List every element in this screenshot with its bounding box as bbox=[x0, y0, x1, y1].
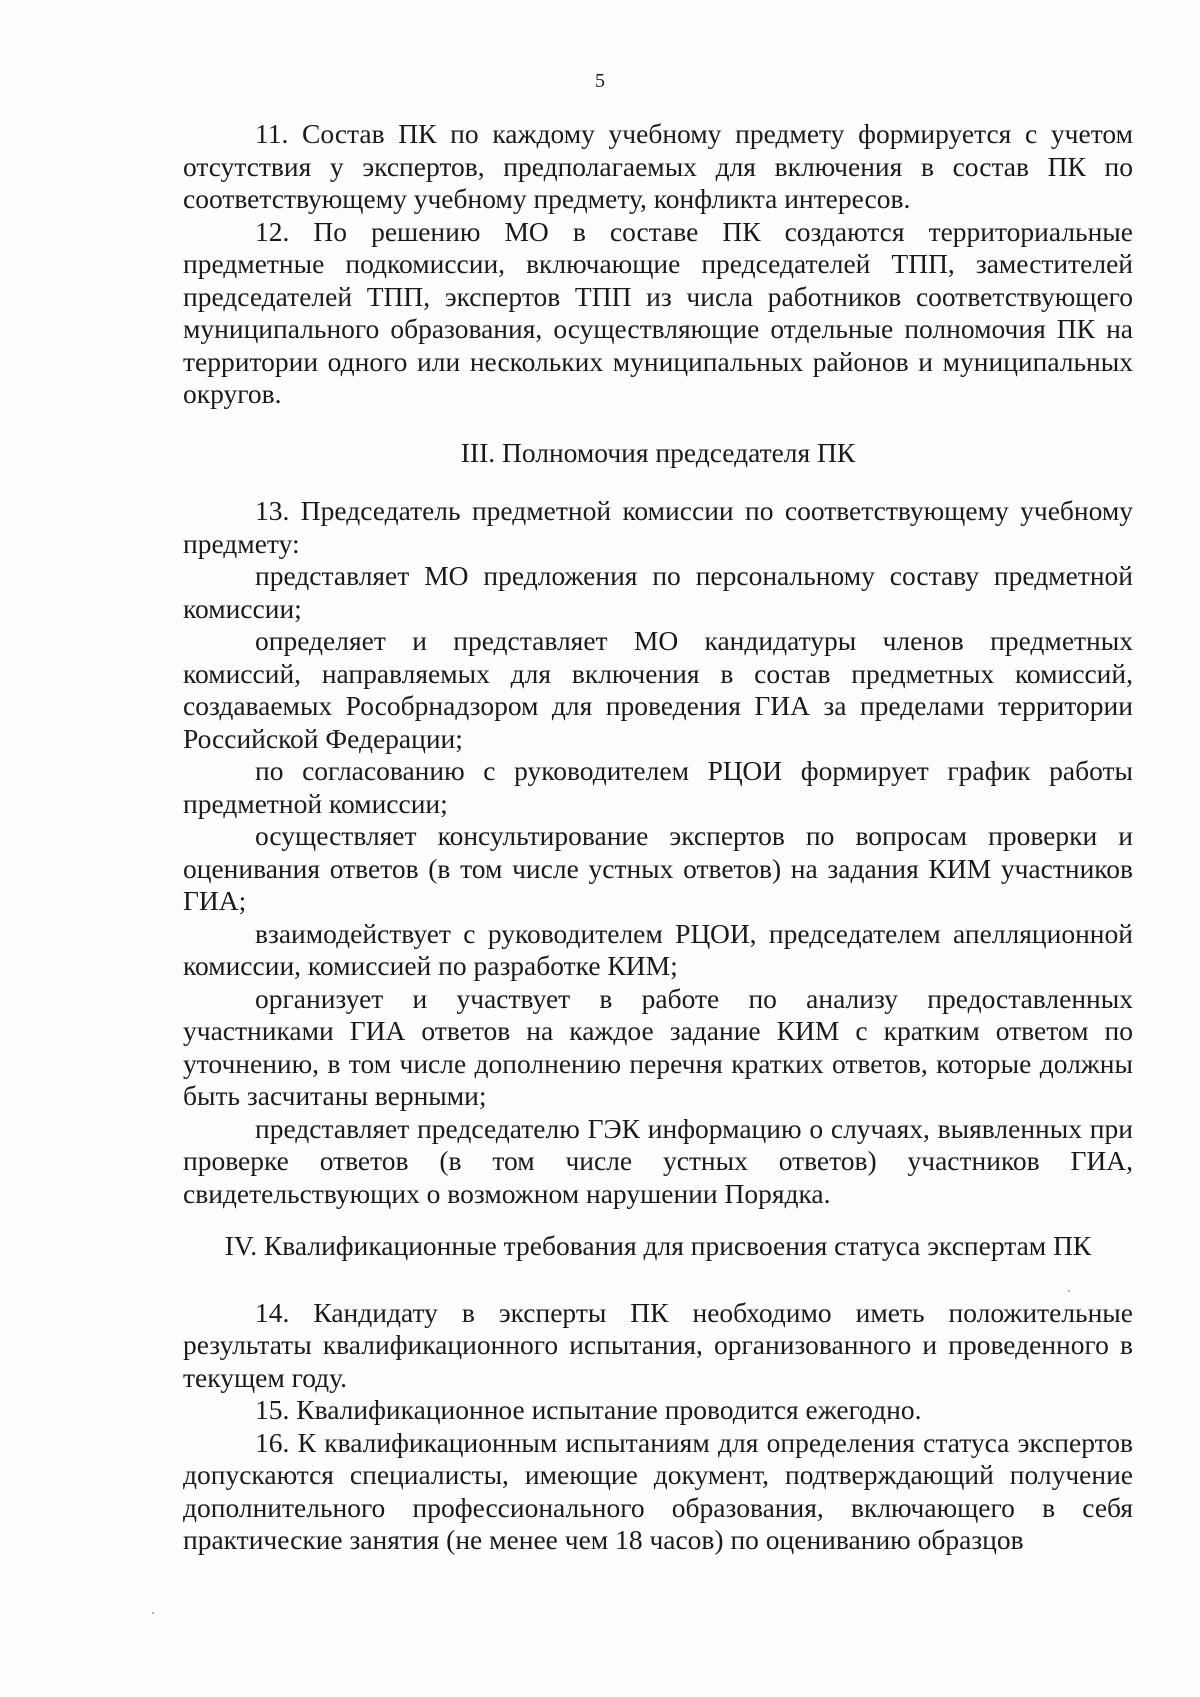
paragraph-16: 16. К квалификационным испытаниям для определения статуса экспертов допускаются специалисты, имеющие документ, подтверждающий получение дополнительного профессионального образования, включающего в себя практические занятия (не менее чем 18 часов) по оцениванию образцов bbox=[183, 1426, 1133, 1555]
section-heading-iv: IV. Квалификационные требования для присвоения статуса экспертам ПК bbox=[224, 1230, 1092, 1261]
scan-speck bbox=[1068, 1290, 1070, 1292]
paragraph-13-item-7: представляет председателю ГЭК информацию о случаях, выявленных при проверке ответов (в том числе устных ответов) участников ГИА, свидетельствующих о возможном нарушении Порядка. bbox=[183, 1112, 1133, 1209]
paragraph-13-item-2: определяет и представляет МО кандидатуры членов предметных комиссий, направляемых для включения в состав предметных комиссий, создаваемых Рособрнадзором для проведения ГИА за пределами территории Российской Федерации; bbox=[183, 625, 1133, 754]
paragraph-13-item-5: взаимодействует с руководителем РЦОИ, председателем апелляционной комиссии, комиссией по разработке КИМ; bbox=[183, 917, 1133, 981]
paragraph-13-item-6: организует и участвует в работе по анализу предоставленных участниками ГИА ответов на каждое задание КИМ с кратким ответом по уточнению, в том числе дополнению перечня кратких ответов, которые должны быть засчитаны верными; bbox=[183, 982, 1133, 1111]
paragraph-11: 11. Состав ПК по каждому учебному предмету формируется с учетом отсутствия у экспертов, предполагаемых для включения в состав ПК по соответствующему учебному предмету, конфликта интересов. bbox=[183, 118, 1133, 214]
document-body bbox=[183, 118, 1133, 1557]
paragraph-13-item-1: представляет МО предложения по персональному составу предметной комиссии; bbox=[183, 560, 1133, 624]
paragraph-14: 14. Кандидату в эксперты ПК необходимо иметь положительные результаты квалификационного испытания, организованного и проведенного в текущем году. bbox=[183, 1296, 1133, 1393]
paragraph-13: 13. Председатель предметной комиссии по соответствующему учебному предмету: bbox=[183, 495, 1133, 559]
paragraph-13-item-3: по согласованию с руководителем РЦОИ формирует график работы предметной комиссии; bbox=[183, 755, 1133, 819]
paragraph-13-item-4: осуществляет консультирование экспертов по вопросам проверки и оценивания ответов (в том числе устных ответов) на задания КИМ участников ГИА; bbox=[183, 820, 1133, 916]
paragraph-12: 12. По решению МО в составе ПК создаются территориальные предметные подкомиссии, включающие председателей ТПП, заместителей председателей ТПП, экспертов ТПП из числа работников соответствующего муниципального образования, осуществляющие отдельные полномочия ПК на территории одного или нескольких муниципальных районов и муниципальных округов. bbox=[183, 215, 1133, 409]
page-number: 5 bbox=[595, 70, 605, 92]
paragraph-15: 15. Квалификационное испытание проводится ежегодно. bbox=[255, 1394, 922, 1425]
section-heading-iii: III. Полномочия председателя ПК bbox=[460, 436, 856, 468]
scan-speck bbox=[152, 1612, 154, 1614]
